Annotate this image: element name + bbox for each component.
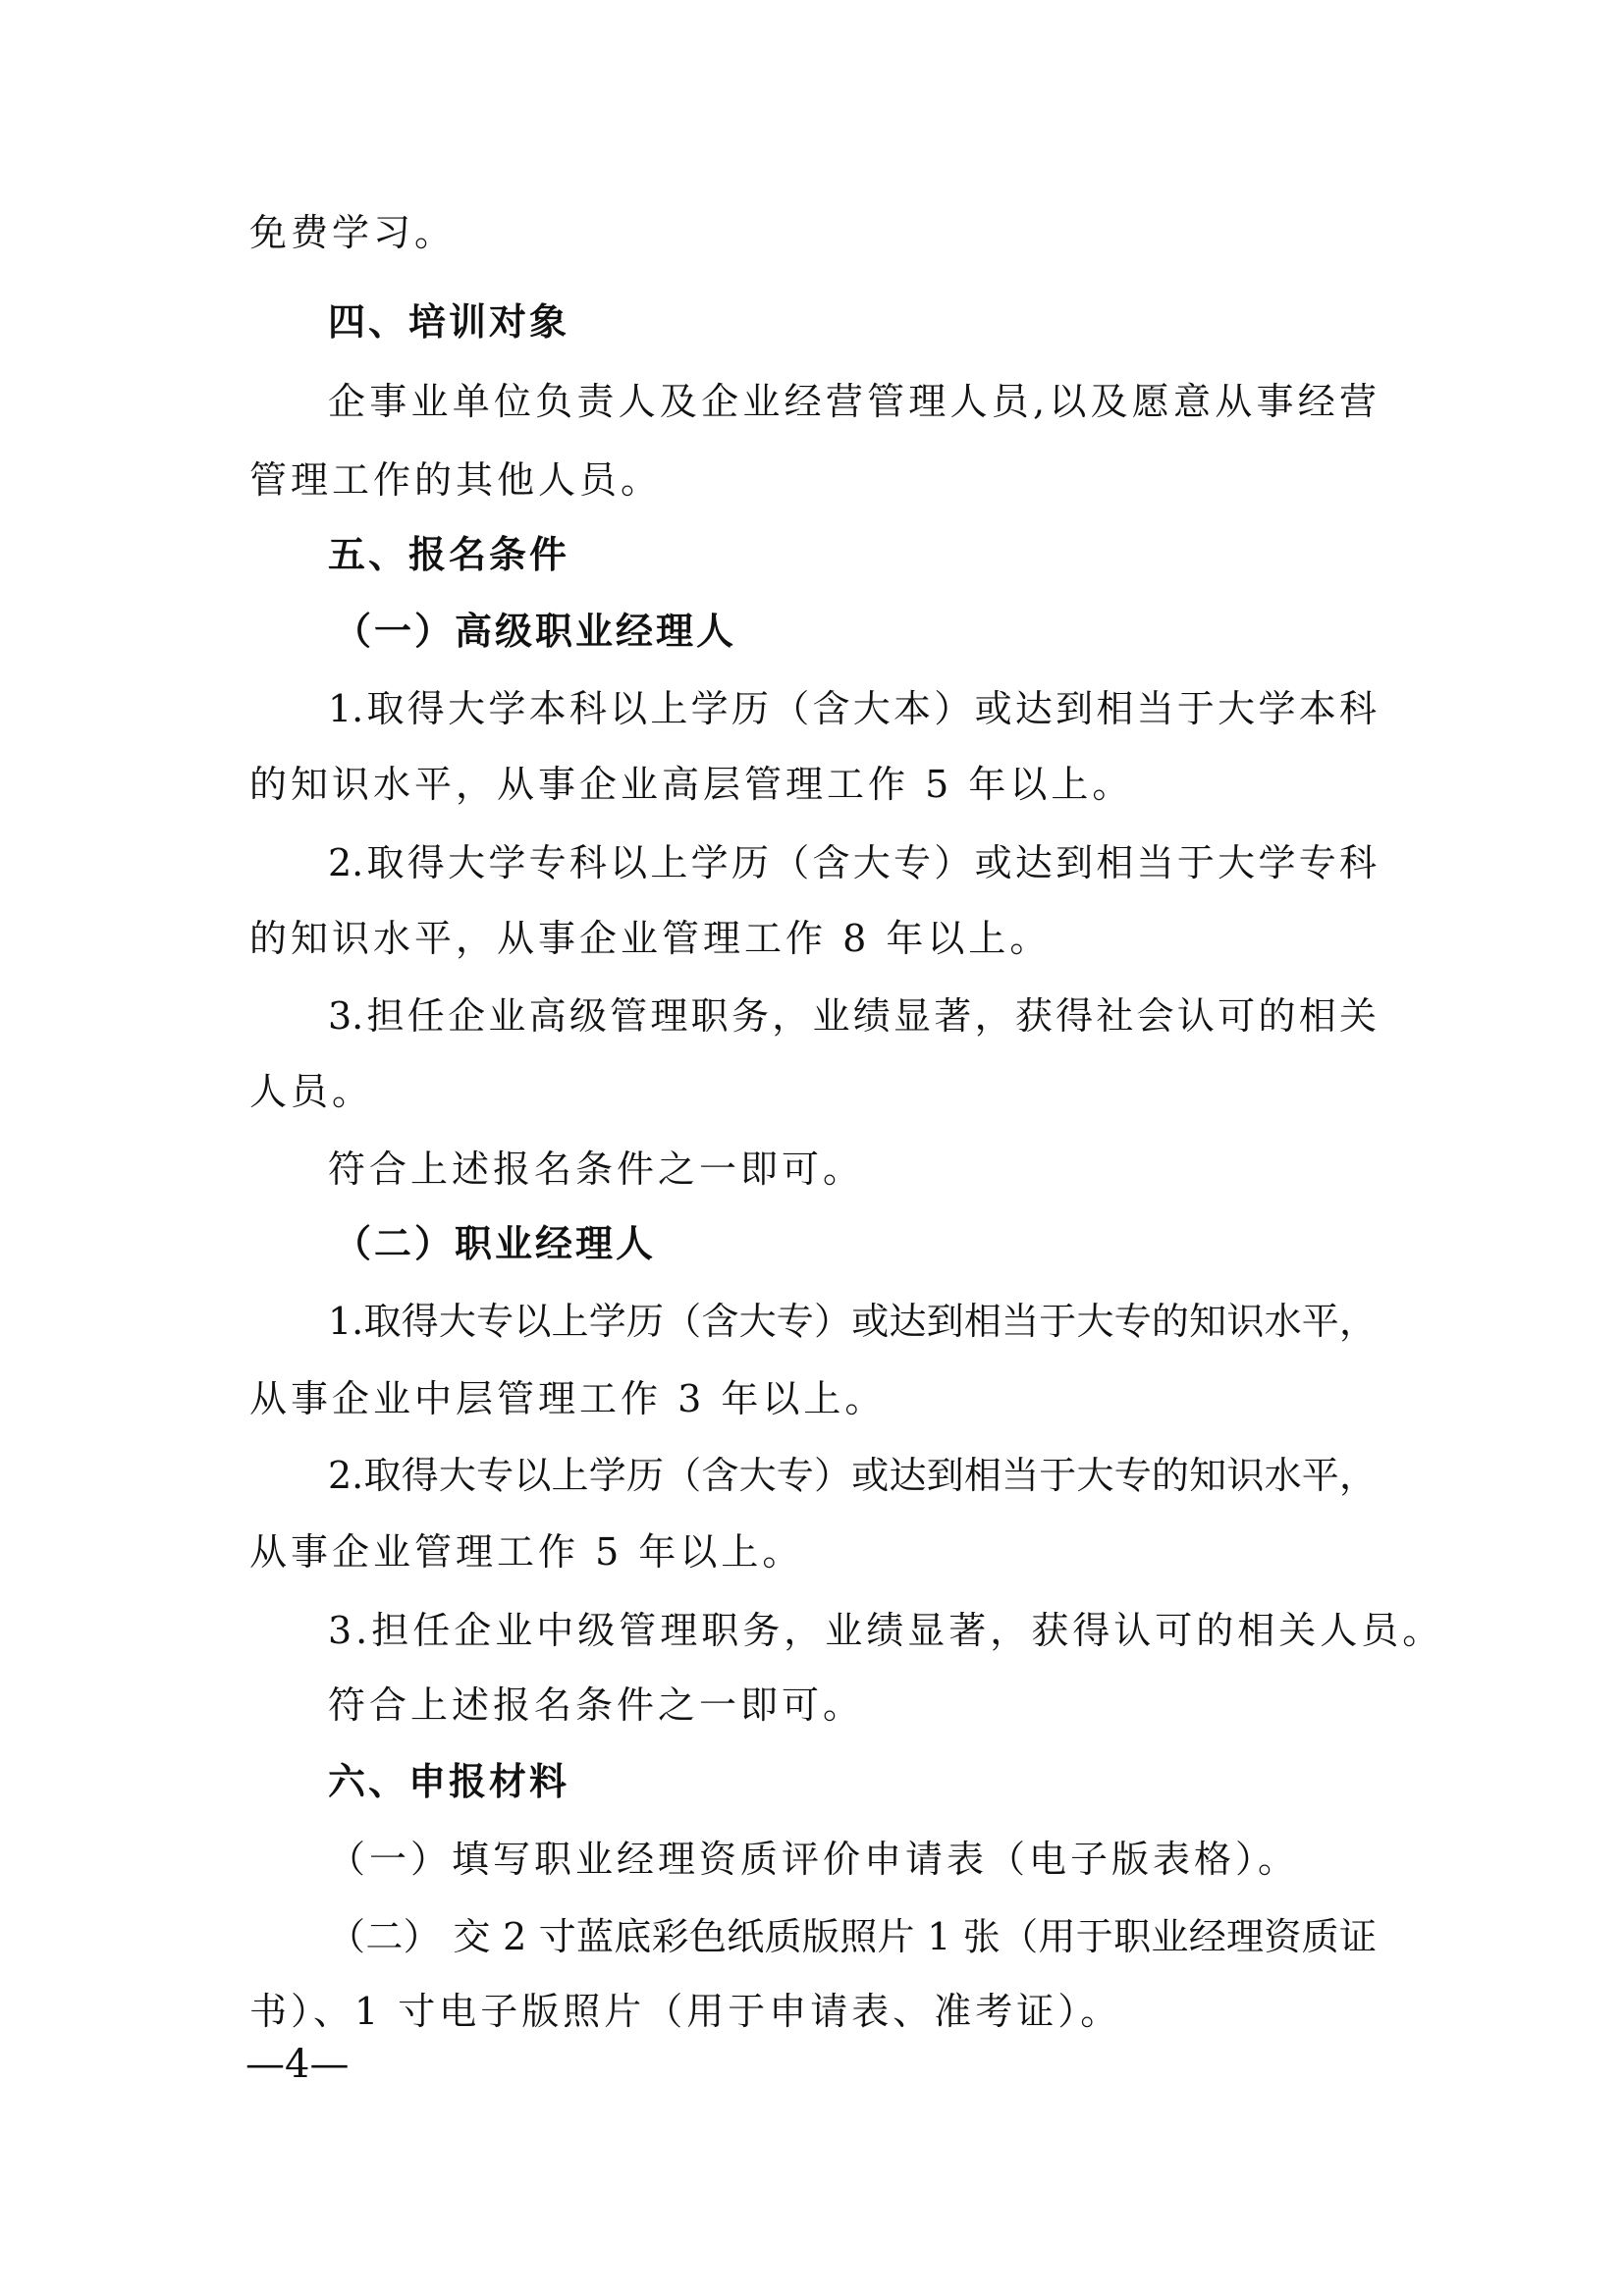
body-text: 人员。 (249, 1070, 374, 1113)
list-item: 3.担任企业高级管理职务，业绩显著，获得社会认可的相关 (328, 994, 1377, 1038)
page-number: —4— (245, 2042, 350, 2087)
body-text: 管理工作的其他人员。 (249, 458, 663, 502)
list-item: 1.取得大专以上学历（含大专）或达到相当于大专的知识水平， (328, 1300, 1377, 1343)
list-item: （二） 交 2 寸蓝底彩色纸质版照片 1 张（用于职业经理资质证 (328, 1915, 1377, 1958)
list-item: 2.取得大专以上学历（含大专）或达到相当于大专的知识水平， (328, 1454, 1377, 1497)
section-heading-training-target: 四、培训对象 (328, 300, 570, 344)
subsection-heading-manager: （二）职业经理人 (334, 1222, 657, 1265)
body-text: 从事企业管理工作 5 年以上。 (249, 1530, 804, 1574)
body-text: 的知识水平，从事企业管理工作 8 年以上。 (249, 917, 1052, 960)
body-text: 的知识水平，从事企业高层管理工作 5 年以上。 (249, 763, 1134, 806)
list-item: 2.取得大学专科以上学历（含大专）或达到相当于大学专科 (328, 841, 1377, 884)
body-text: 书）、1 寸电子版照片（用于申请表、准考证）。 (249, 1990, 1122, 2033)
subsection-heading-senior-manager: （一）高级职业经理人 (334, 610, 737, 653)
body-text: 符合上述报名条件之一即可。 (328, 1148, 865, 1191)
list-item: 1.取得大学本科以上学历（含大本）或达到相当于大学本科 (328, 687, 1377, 730)
section-heading-registration: 五、报名条件 (328, 533, 570, 576)
list-item: （一）填写职业经理资质评价申请表（电子版表格）。 (328, 1838, 1300, 1881)
body-text: 企事业单位负责人及企业经营管理人员,以及愿意从事经营 (328, 380, 1377, 423)
list-item: 3.担任企业中级管理职务，业绩显著，获得认可的相关人员。 (328, 1609, 1444, 1652)
body-text: 从事企业中层管理工作 3 年以上。 (249, 1377, 887, 1420)
body-text: 免费学习。 (249, 211, 457, 254)
body-text: 符合上述报名条件之一即可。 (328, 1683, 865, 1727)
section-heading-materials: 六、申报材料 (328, 1760, 570, 1803)
